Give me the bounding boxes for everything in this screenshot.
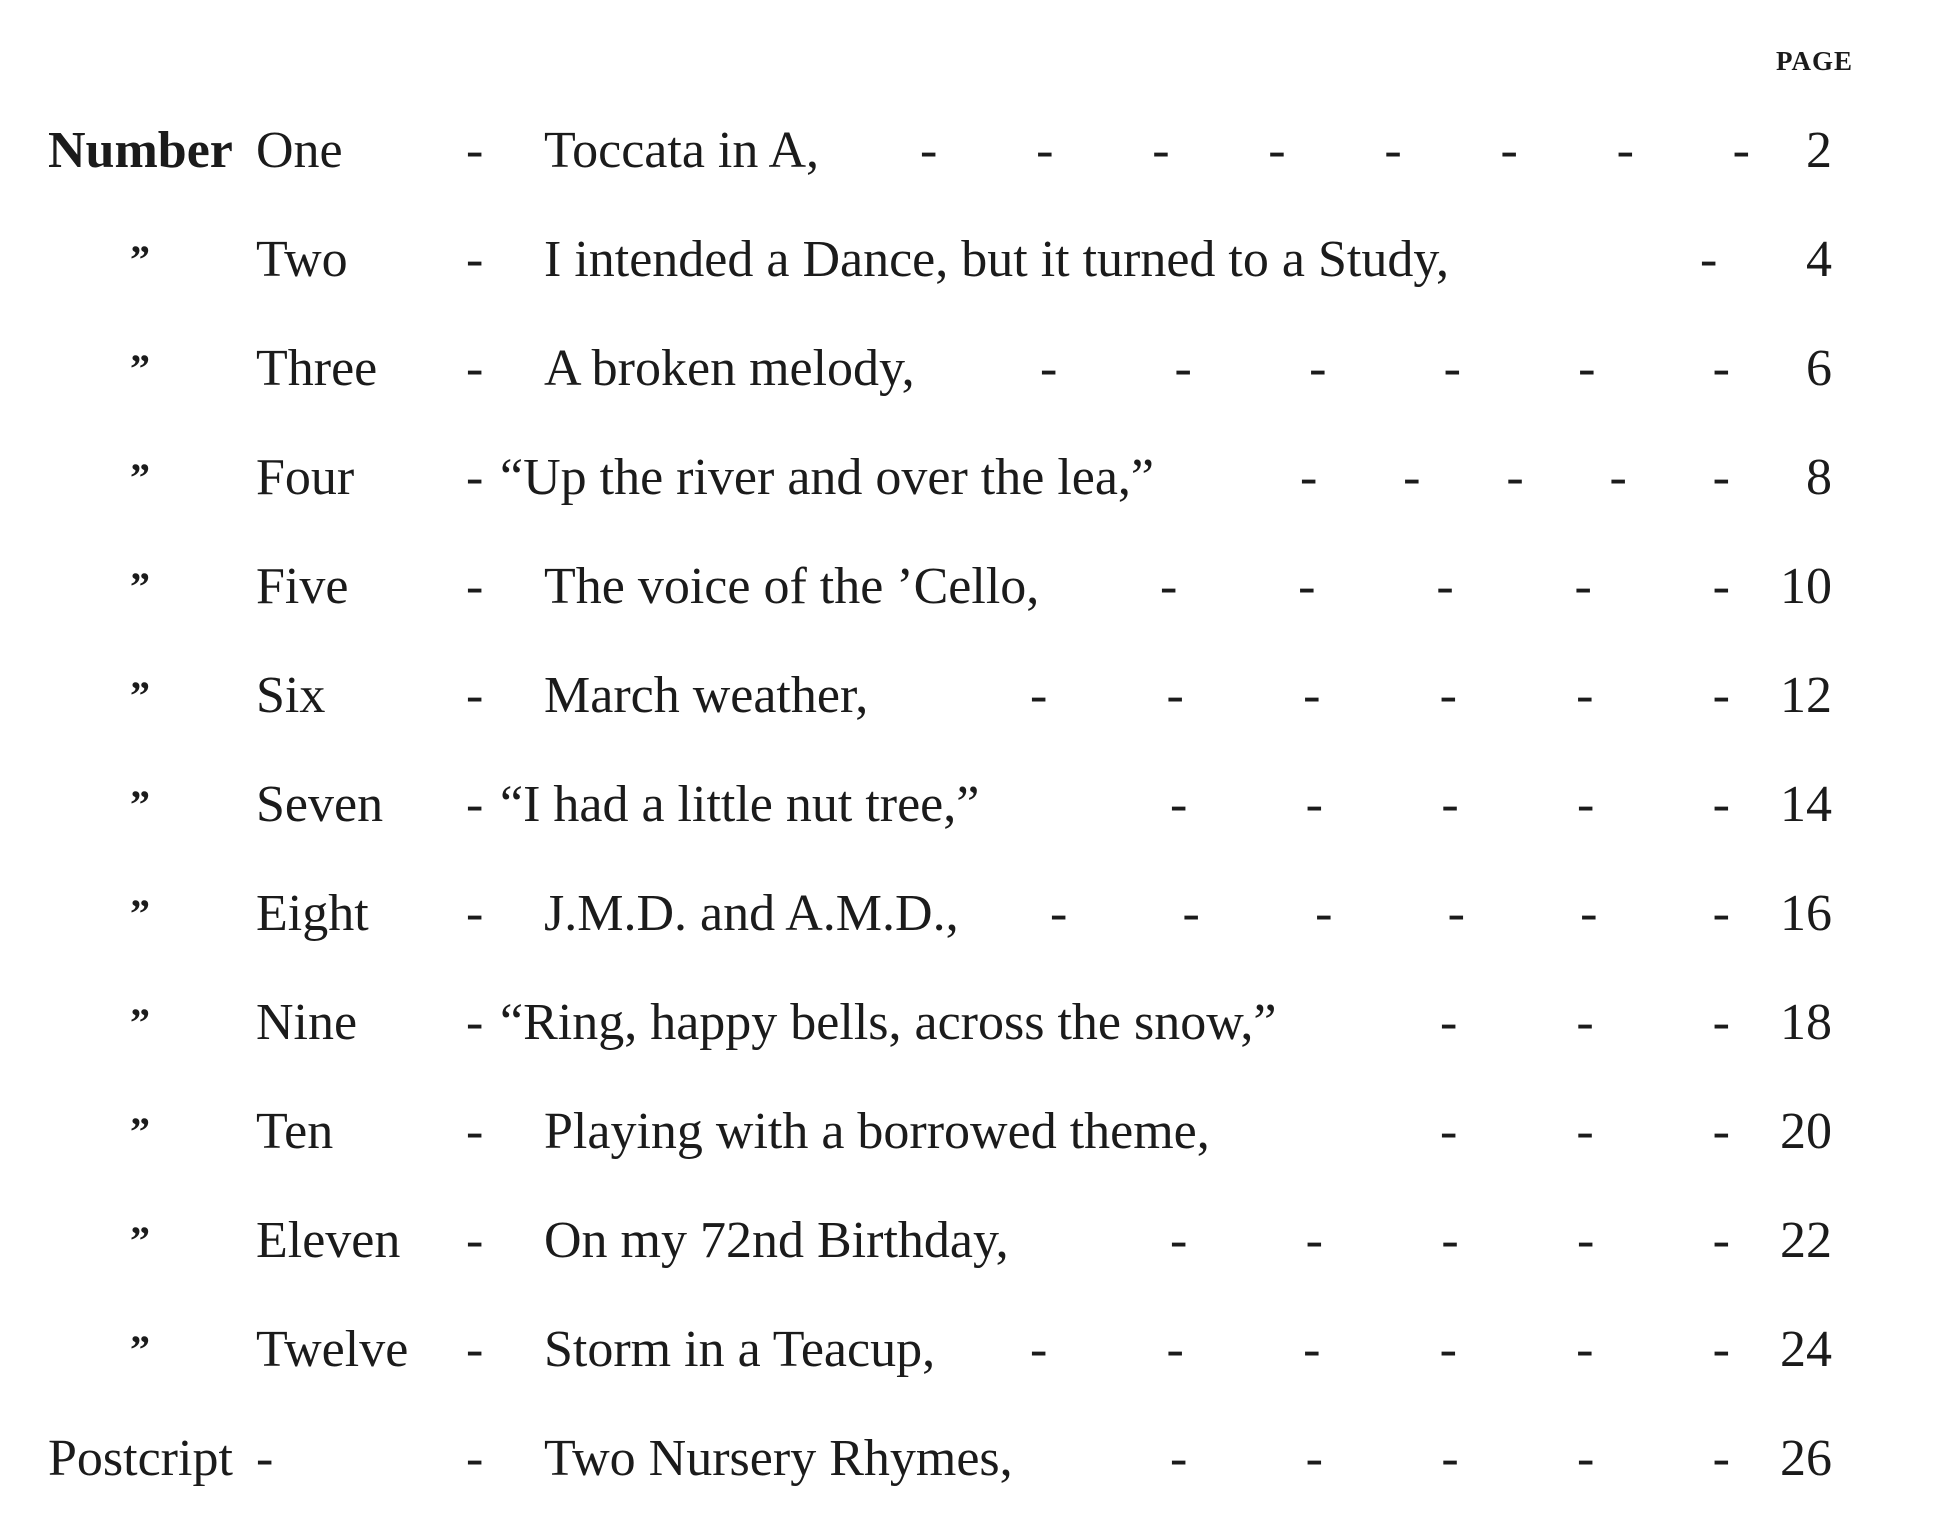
- ditto-mark: ”: [130, 1218, 150, 1263]
- entry-page-number: 10: [1780, 558, 1832, 615]
- entry-ordinal: -: [256, 1430, 274, 1487]
- entry-title: A broken melody,: [544, 340, 915, 397]
- entry-ordinal: Eleven: [256, 1212, 401, 1269]
- entry-separator: -: [466, 122, 484, 179]
- dot-leaders: - - - - - -: [1050, 885, 1730, 942]
- toc-entry: [0, 750, 1934, 859]
- entry-page-number: 4: [1806, 231, 1832, 288]
- entry-ordinal: Ten: [256, 1103, 334, 1160]
- toc-entry: [0, 1077, 1934, 1186]
- ditto-mark: ”: [130, 564, 150, 609]
- entry-separator: -: [466, 231, 484, 288]
- dot-leaders: - - -: [1440, 1103, 1730, 1160]
- dot-leaders: - - - - -: [1170, 776, 1730, 833]
- toc-entry: [0, 314, 1934, 423]
- dot-leaders: - - - - -: [1170, 1430, 1730, 1487]
- entry-page-number: 16: [1780, 885, 1832, 942]
- entry-ordinal: Seven: [256, 776, 384, 833]
- entry-title: March weather,: [544, 667, 869, 724]
- toc-entry: [0, 423, 1934, 532]
- entry-page-number: 18: [1780, 994, 1832, 1051]
- toc-entry: [0, 641, 1934, 750]
- toc-entry: [0, 859, 1934, 968]
- entry-ordinal: One: [256, 122, 343, 179]
- dot-leaders: - - - - -: [1170, 1212, 1730, 1269]
- entry-page-number: 22: [1780, 1212, 1832, 1269]
- entry-page-number: 6: [1806, 340, 1832, 397]
- entry-ordinal: Two: [256, 231, 348, 288]
- entry-separator: -: [466, 449, 484, 506]
- toc-entry: [0, 1295, 1934, 1404]
- entry-page-number: 20: [1780, 1103, 1832, 1160]
- dot-leaders: - - - - - -: [1030, 1321, 1730, 1378]
- entry-title: I intended a Dance, but it turned to a Study,: [544, 231, 1449, 288]
- ditto-mark: ”: [130, 673, 150, 718]
- ditto-mark: ”: [130, 1000, 150, 1045]
- entry-ordinal: Nine: [256, 994, 358, 1051]
- entry-separator: -: [466, 776, 484, 833]
- entry-title: Toccata in A,: [544, 122, 820, 179]
- toc-entry: [0, 968, 1934, 1077]
- toc-entry: [0, 205, 1934, 314]
- toc-entry: [0, 532, 1934, 641]
- entry-title: Storm in a Teacup,: [544, 1321, 936, 1378]
- entry-page-number: 8: [1806, 449, 1832, 506]
- entry-separator: -: [466, 667, 484, 724]
- page-column-heading: PAGE: [1776, 46, 1853, 76]
- ditto-mark: ”: [130, 346, 150, 391]
- entry-title: “Ring, happy bells, across the snow,”: [500, 994, 1277, 1051]
- entry-ordinal: Five: [256, 558, 349, 615]
- entry-title: J.M.D. and A.M.D.,: [544, 885, 959, 942]
- dot-leaders: - - -: [1440, 994, 1730, 1051]
- entry-page-number: 26: [1780, 1430, 1832, 1487]
- entry-title: Playing with a borrowed theme,: [544, 1103, 1210, 1160]
- table-of-contents: [0, 96, 1934, 1513]
- ditto-mark: ”: [130, 1327, 150, 1372]
- entry-separator: -: [466, 1212, 484, 1269]
- entry-title: “Up the river and over the lea,”: [500, 449, 1155, 506]
- ditto-mark: ”: [130, 782, 150, 827]
- entry-title: Two Nursery Rhymes,: [544, 1430, 1013, 1487]
- dot-leaders: - - - - - -: [1040, 340, 1730, 397]
- entry-page-number: 24: [1780, 1321, 1832, 1378]
- dot-leaders: -: [1700, 231, 1718, 288]
- ditto-mark: ”: [130, 1109, 150, 1154]
- toc-entry: [0, 1404, 1934, 1513]
- entry-separator: -: [466, 1321, 484, 1378]
- dot-leaders: - - - - -: [1300, 449, 1730, 506]
- entry-separator: -: [466, 994, 484, 1051]
- ditto-mark: ”: [130, 455, 150, 500]
- dot-leaders: - - - - - - - -: [920, 122, 1750, 179]
- entry-ordinal: Twelve: [256, 1321, 409, 1378]
- ditto-mark: ”: [130, 237, 150, 282]
- entry-page-number: 14: [1780, 776, 1832, 833]
- entry-prefix: Postcript: [48, 1430, 233, 1487]
- dot-leaders: - - - - - -: [1030, 667, 1730, 724]
- entry-ordinal: Three: [256, 340, 378, 397]
- entry-page-number: 2: [1806, 122, 1832, 179]
- entry-separator: -: [466, 1103, 484, 1160]
- entry-page-number: 12: [1780, 667, 1832, 724]
- entry-separator: -: [466, 340, 484, 397]
- toc-entry: [0, 96, 1934, 205]
- entry-title: “I had a little nut tree,”: [500, 776, 980, 833]
- entry-separator: -: [466, 558, 484, 615]
- ditto-mark: ”: [130, 891, 150, 936]
- dot-leaders: - - - - -: [1160, 558, 1730, 615]
- entry-title: The voice of the ’Cello,: [544, 558, 1040, 615]
- entry-prefix: Number: [48, 122, 233, 179]
- entry-ordinal: Six: [256, 667, 326, 724]
- entry-separator: -: [466, 1430, 484, 1487]
- entry-title: On my 72nd Birthday,: [544, 1212, 1009, 1269]
- entry-ordinal: Eight: [256, 885, 369, 942]
- entry-ordinal: Four: [256, 449, 355, 506]
- entry-separator: -: [466, 885, 484, 942]
- toc-entry: [0, 1186, 1934, 1295]
